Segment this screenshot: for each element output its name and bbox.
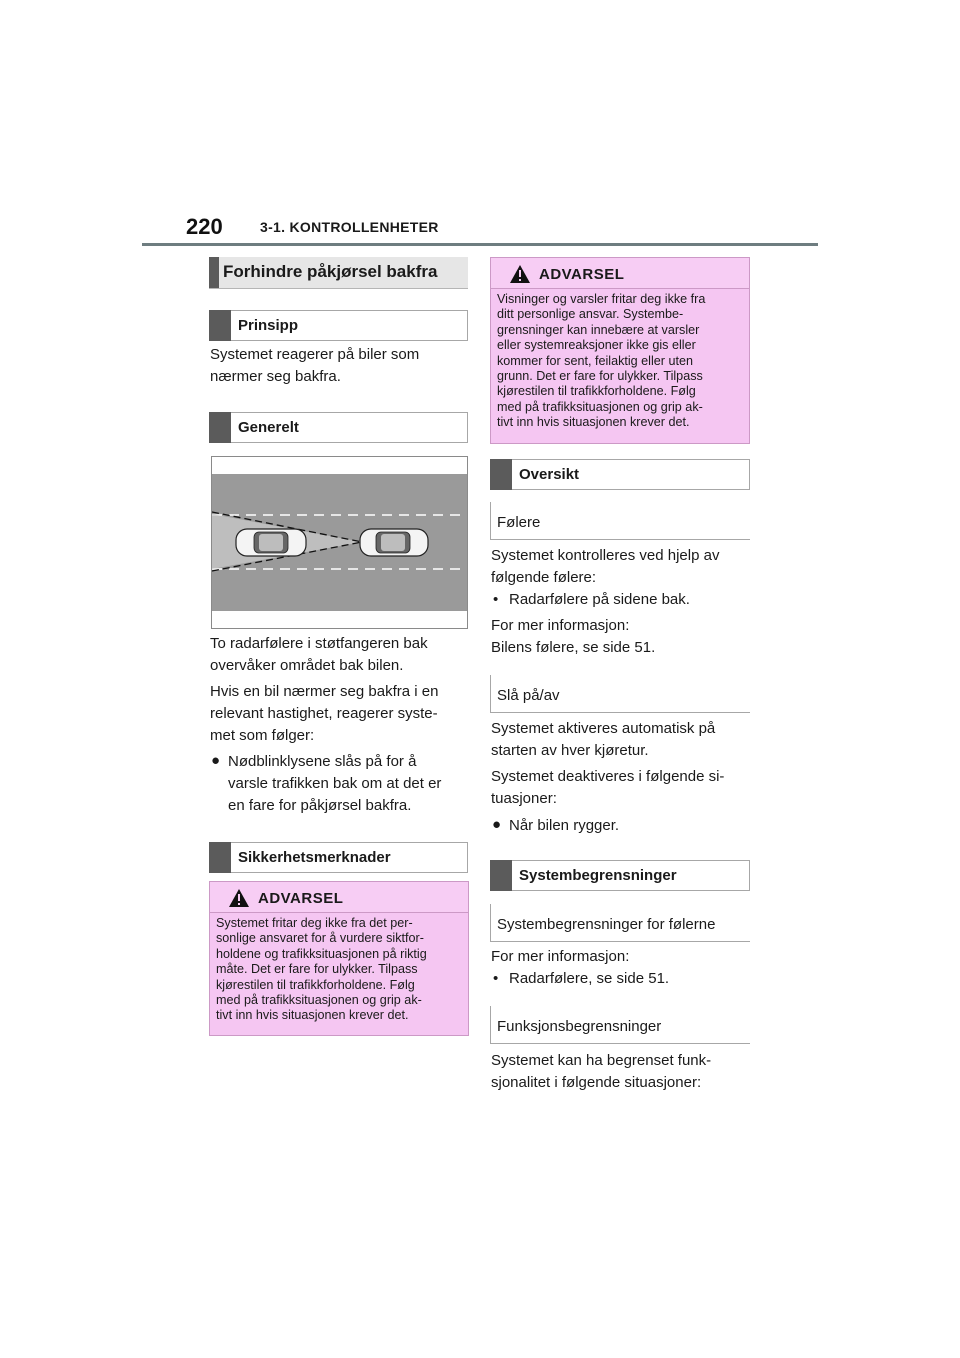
text-line: To radarfølere i støtfangeren bak	[210, 635, 428, 652]
section-systembegrensninger	[490, 860, 750, 891]
text-line: grunn. Det er fare for ulykker. Tilpass	[497, 369, 703, 384]
text-line: ditt personlige ansvar. Systembe-	[497, 307, 684, 322]
text-line: kjørestilen til trafikkforholdene. Følg	[216, 977, 415, 992]
text-line: Nødblinklysene slås på for å	[228, 753, 417, 770]
header-rule	[142, 243, 818, 246]
text-line: måte. Det er fare for ulykker. Tilpass	[216, 962, 418, 977]
warning-text	[216, 916, 462, 1024]
warning-triangle-icon	[509, 264, 531, 284]
section-generelt-title: Generelt	[238, 419, 299, 436]
front-car	[360, 529, 428, 556]
section-bar	[209, 310, 231, 341]
text-line: overvåker området bak bilen.	[210, 657, 404, 674]
subheading-text: Følere	[497, 514, 541, 531]
oversikt-para4	[491, 766, 724, 810]
text-line: tuasjoner:	[491, 790, 557, 807]
heading-bar	[209, 257, 219, 288]
text-line: kjørestilen til trafikkforholdene. Følg	[497, 384, 696, 399]
section-sikkerhet-title: Sikkerhetsmerknader	[238, 849, 391, 866]
warning-label: ADVARSEL	[258, 890, 344, 907]
text-line: Systemet reagerer på biler som	[210, 346, 420, 363]
text-line: holdene og trafikksituasjonen på riktig	[216, 946, 427, 961]
text-line: nærmer seg bakfra.	[210, 368, 341, 385]
subheading-line	[490, 1006, 491, 1043]
begrensninger-item1: Radarfølere, se side 51.	[509, 970, 670, 987]
bullet-dot: ●	[211, 752, 221, 769]
text-line: grensninger kan innebære at varsler	[497, 322, 700, 337]
section-bar	[209, 842, 231, 873]
list-dot: •	[493, 970, 499, 987]
section-systembegrensninger-title: Systembegrensninger	[519, 867, 677, 884]
subheading-line	[490, 502, 491, 539]
warning-box-right	[490, 257, 750, 444]
text-line: Systemet kontrolleres ved hjelp av	[491, 547, 720, 564]
text-line: en fare for påkjørsel bakfra.	[228, 797, 412, 814]
subheading-folerne	[490, 904, 750, 942]
text-line: varsle trafikken bak om at det er	[228, 775, 442, 792]
text-line: sjonalitet i følgende situasjoner:	[491, 1074, 702, 1091]
oversikt-item1: Radarfølere på sidene bak.	[509, 591, 690, 608]
subheading-text: Slå på/av	[497, 687, 560, 704]
section-prinsipp-title: Prinsipp	[238, 317, 299, 334]
section-bar	[490, 860, 512, 891]
subheading-folere	[490, 502, 750, 540]
subheading-funksjon	[490, 1006, 750, 1044]
warning-triangle-icon	[228, 888, 250, 908]
text-line: Systemet deaktiveres i følgende si-	[491, 768, 725, 785]
subheading-text: Funksjonsbegrensninger	[497, 1018, 662, 1035]
section-oversikt	[490, 459, 750, 490]
bullet-dot: ●	[492, 816, 502, 833]
main-heading	[209, 257, 468, 289]
text-line: Hvis en bil nærmer seg bakfra i en	[210, 683, 439, 700]
subheading-sla	[490, 675, 750, 713]
rear-car	[236, 529, 306, 556]
text-line: kommer for sent, feilaktig eller uten	[497, 353, 693, 368]
text-line: med på trafikksituasjonen og grip ak-	[497, 399, 703, 414]
oversikt-para1	[491, 545, 719, 589]
warning-box-left	[209, 881, 469, 1036]
list-dot: •	[493, 591, 499, 608]
warning-header	[491, 258, 749, 289]
text-line: Visninger og varsler fritar deg ikke fra	[497, 292, 706, 306]
text-line: Systemet kan ha begrenset funk-	[491, 1052, 712, 1069]
begrensninger-para2	[491, 1050, 711, 1094]
warning-header	[210, 882, 468, 913]
text-line: relevant hastighet, reagerer syste-	[210, 705, 438, 722]
text-line: Systemet aktiveres automatisk på	[491, 720, 716, 737]
text-line: sonlige ansvaret for å vurdere siktfor-	[216, 931, 424, 946]
text-line: met som følger:	[210, 727, 315, 744]
road-diagram	[212, 457, 468, 629]
section-prinsipp	[209, 310, 468, 341]
generelt-bullet	[228, 751, 441, 817]
text-line: Bilens følere, se side 51.	[491, 639, 656, 656]
section-generelt	[209, 412, 468, 443]
subheading-line	[490, 904, 491, 941]
generelt-para2	[210, 681, 438, 747]
text-line: Systemet fritar deg ikke fra det per-	[216, 916, 413, 930]
section-oversikt-title: Oversikt	[519, 466, 580, 483]
section-bar	[209, 412, 231, 443]
text-line: tivt inn hvis situasjonen krever det.	[497, 415, 690, 430]
rear-collision-illustration	[211, 456, 468, 629]
section-bar	[490, 459, 512, 490]
warning-label: ADVARSEL	[539, 266, 625, 283]
generelt-para1	[210, 633, 428, 677]
text-line: tivt inn hvis situasjonen krever det.	[216, 1008, 409, 1023]
text-line: med på trafikksituasjonen og grip ak-	[216, 993, 422, 1008]
main-heading-text: Forhindre påkjørsel bakfra	[223, 262, 438, 281]
text-line: følgende følere:	[491, 569, 597, 586]
oversikt-bullet: Når bilen rygger.	[509, 817, 620, 834]
text-line: For mer informasjon:	[491, 617, 630, 634]
oversikt-para2	[491, 615, 655, 659]
text-line: eller systemreaksjoner ikke gis eller	[497, 338, 696, 353]
subheading-line	[490, 675, 491, 712]
subheading-text: Systembegrensninger for følerne	[497, 916, 716, 933]
text-line: starten av hver kjøretur.	[491, 742, 649, 759]
prinsipp-text	[210, 344, 419, 388]
page-number: 220	[186, 214, 223, 239]
chapter-title: 3-1. KONTROLLENHETER	[260, 219, 439, 235]
oversikt-para3	[491, 718, 715, 762]
begrensninger-para1: For mer informasjon:	[491, 948, 630, 965]
warning-text	[497, 292, 743, 431]
section-sikkerhet	[209, 842, 468, 873]
